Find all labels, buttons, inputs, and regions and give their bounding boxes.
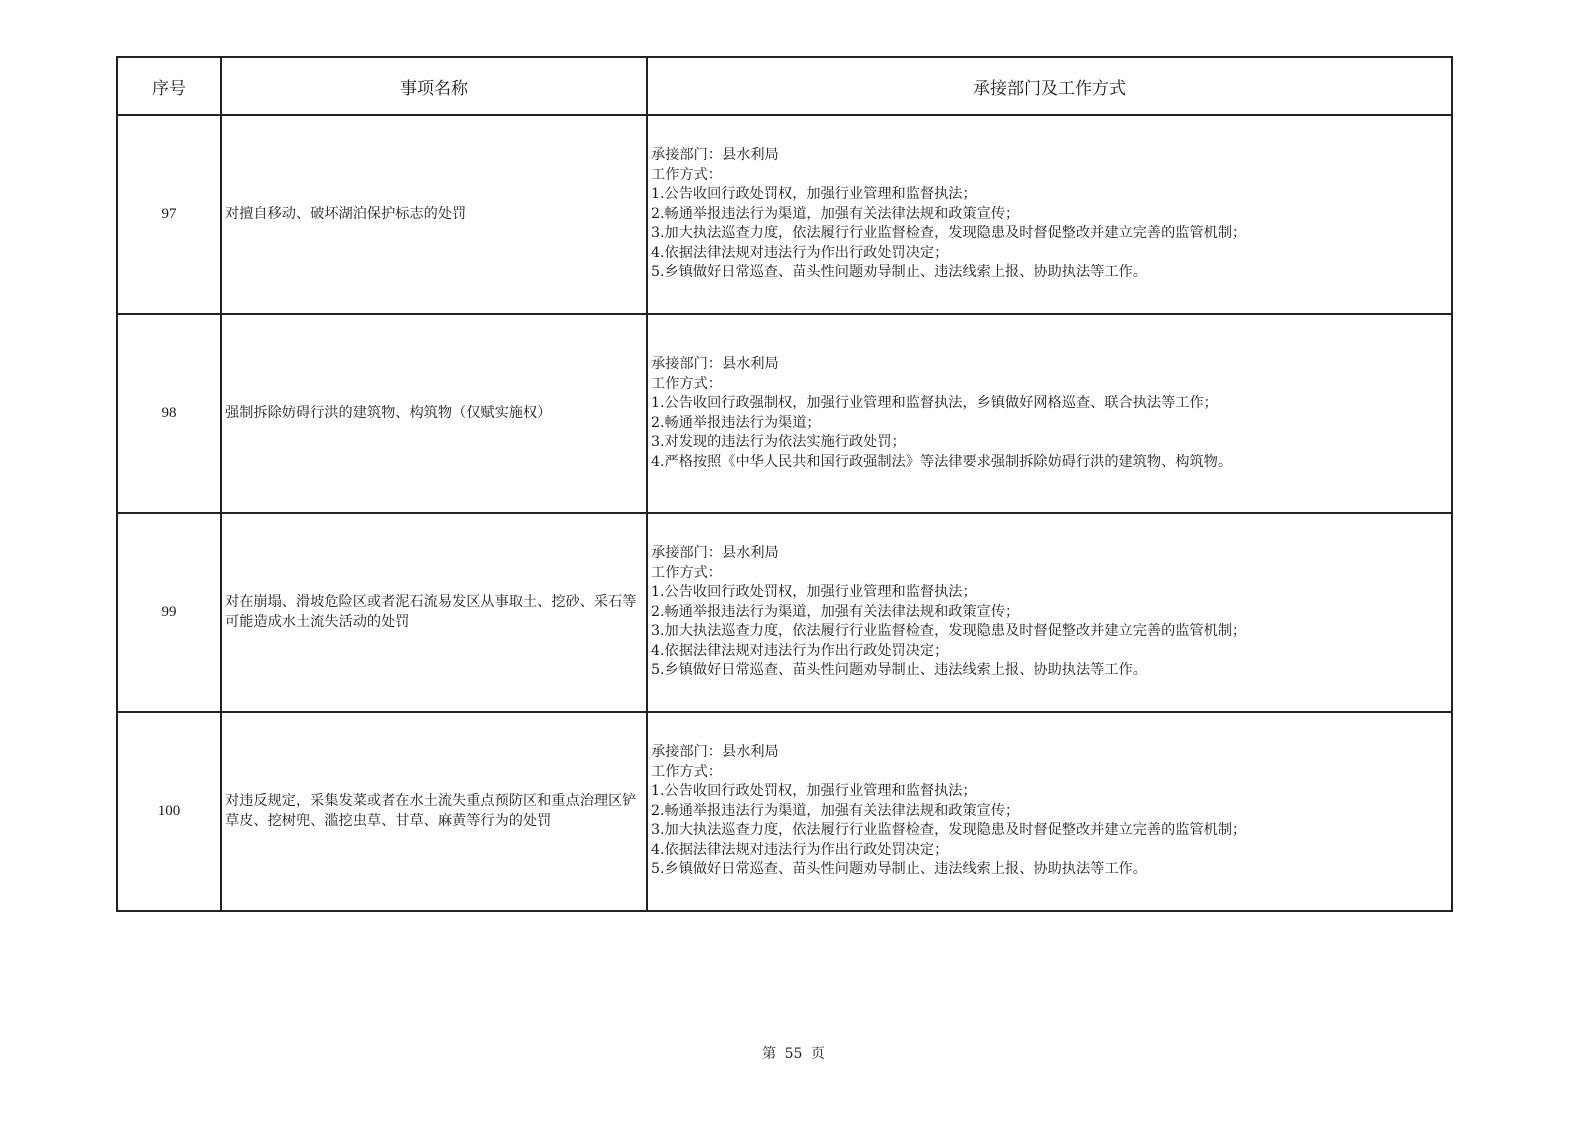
detail-line: 2.畅通举报违法行为渠道； (651, 414, 821, 431)
detail-line: 承接部门：县水利局 (651, 147, 779, 164)
table-row (117, 712, 1452, 911)
detail-line: 承接部门：县水利局 (651, 356, 779, 372)
row-name: 强制拆除妨碍行洪的建筑物、构筑物（仅赋实施权） (221, 314, 647, 513)
row-detail (647, 513, 1452, 712)
detail-line: 3.加大执法巡查力度，依法履行行业监督检查，发现隐患及时督促整改并建立完善的监管机制； (651, 623, 1247, 640)
row-seq: 98 (117, 314, 221, 513)
detail-line: 1.公告收回行政处罚权，加强行业管理和监督执法； (651, 584, 977, 601)
detail-line: 5.乡镇做好日常巡查、苗头性问题劝导制止、违法线索上报、协助执法等工作。 (651, 861, 1147, 878)
table-row (117, 513, 1452, 712)
detail-line: 3.加大执法巡查力度，依法履行行业监督检查，发现隐患及时督促整改并建立完善的监管机制； (651, 225, 1247, 242)
row-seq: 97 (117, 115, 221, 314)
row-detail (647, 314, 1452, 513)
detail-line: 工作方式： (651, 166, 722, 183)
row-seq: 100 (117, 712, 221, 911)
detail-line: 工作方式： (651, 763, 722, 780)
detail-line: 工作方式： (651, 564, 722, 581)
detail-line: 1.公告收回行政处罚权，加强行业管理和监督执法； (651, 783, 977, 800)
detail-line: 4.严格按照《中华人民共和国行政强制法》等法律要求强制拆除妨碍行洪的建筑物、构筑物。 (651, 453, 1233, 470)
row-name: 对擅自移动、破坏湖泊保护标志的处罚 (221, 115, 647, 314)
table-header-row (117, 57, 1452, 115)
table-row (117, 314, 1452, 513)
matters-table (116, 56, 1453, 912)
header-seq: 序号 (117, 57, 221, 115)
row-detail (647, 115, 1452, 314)
header-name: 事项名称 (221, 57, 647, 115)
detail-line: 1.公告收回行政强制权，加强行业管理和监督执法，乡镇做好网格巡查、联合执法等工作； (651, 395, 1218, 411)
detail-line: 承接部门：县水利局 (651, 744, 779, 761)
page-number: 第 55 页 (762, 1046, 825, 1062)
detail-line: 5.乡镇做好日常巡查、苗头性问题劝导制止、违法线索上报、协助执法等工作。 (651, 662, 1147, 679)
row-detail (647, 712, 1452, 911)
row-name: 对在崩塌、滑坡危险区或者泥石流易发区从事取土、挖砂、采石等可能造成水土流失活动的处罚 (221, 513, 647, 712)
detail-line: 3.对发现的违法行为依法实施行政处罚； (651, 434, 906, 450)
detail-line: 4.依据法律法规对违法行为作出行政处罚决定； (651, 841, 949, 858)
row-seq: 99 (117, 513, 221, 712)
detail-line: 2.畅通举报违法行为渠道，加强有关法律法规和政策宣传； (651, 603, 1020, 620)
detail-line: 4.依据法律法规对违法行为作出行政处罚决定； (651, 244, 949, 261)
detail-line: 承接部门：县水利局 (651, 545, 779, 562)
row-name: 对违反规定，采集发菜或者在水土流失重点预防区和重点治理区铲草皮、挖树兜、滥挖虫草、甘草、麻黄等行为的处罚 (221, 712, 647, 911)
detail-line: 1.公告收回行政处罚权，加强行业管理和监督执法； (651, 186, 977, 203)
table-body (117, 115, 1452, 911)
detail-line: 2.畅通举报违法行为渠道，加强有关法律法规和政策宣传； (651, 205, 1020, 222)
table-row (117, 115, 1452, 314)
detail-line: 5.乡镇做好日常巡查、苗头性问题劝导制止、违法线索上报、协助执法等工作。 (651, 264, 1147, 281)
detail-line: 3.加大执法巡查力度，依法履行行业监督检查，发现隐患及时督促整改并建立完善的监管机制； (651, 822, 1247, 839)
detail-line: 2.畅通举报违法行为渠道，加强有关法律法规和政策宣传； (651, 802, 1020, 819)
detail-line: 4.依据法律法规对违法行为作出行政处罚决定； (651, 642, 949, 659)
header-detail: 承接部门及工作方式 (647, 57, 1452, 115)
detail-line: 工作方式： (651, 375, 722, 392)
